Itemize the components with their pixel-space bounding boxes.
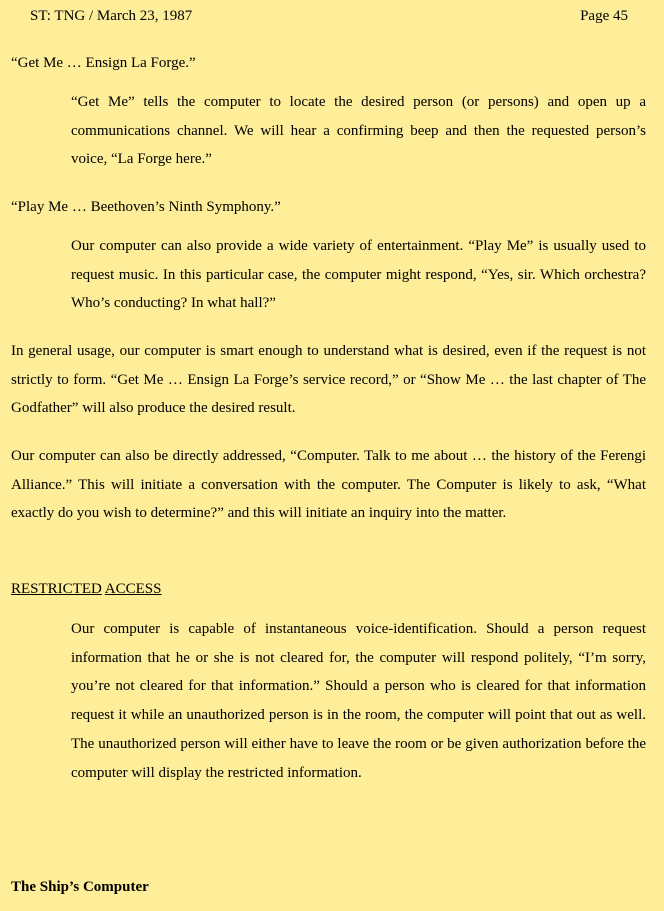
get-me-heading: “Get Me … Ensign La Forge.” <box>11 55 196 71</box>
access-heading-word: ACCESS <box>104 581 162 597</box>
play-me-heading: “Play Me … Beethoven’s Ninth Symphony.” <box>11 199 281 215</box>
page-header <box>30 6 628 26</box>
play-me-paragraph: Our computer can also provide a wide variety of entertainment. “Play Me” is usually used to request music. In this particular case, the computer might respond, “Yes, sir. Which orchestra? Who’s conducting? In what hall?” <box>71 238 646 312</box>
get-me-paragraph: “Get Me” tells the computer to locate the desired person (or persons) and open up a communications channel. We will hear a confirming beep and then the requested person’s voice, “La Forge here.” <box>71 94 646 168</box>
header-title: ST: TNG / March 23, 1987 <box>30 8 193 24</box>
restricted-heading-word: RESTRICTED <box>11 581 102 597</box>
footer-title: The Ship’s Computer <box>11 879 149 895</box>
restricted-access-heading <box>11 579 161 599</box>
restricted-access-paragraph: Our computer is capable of instantaneous voice-identification. Should a person request information that he or she is not cleared for, the computer will respond politely, “I’m sorry, you’re not cleared for that information.” Should a person who is cleared for that information request it while an unauthorized person is in the room, the computer will point that out as well. The unauthorized person will either have to leave the room or be given authorization before the computer will display the restricted information. <box>71 621 646 781</box>
general-usage-paragraph: In general usage, our computer is smart enough to understand what is desired, even if the request is not strictly to form. “Get Me … Ensign La Forge’s service record,” or “Show Me … the last chapter of The Godfather” will also produce the desired result. <box>11 343 646 417</box>
page-number: Page 45 <box>580 8 628 24</box>
direct-address-paragraph: Our computer can also be directly addressed, “Computer. Talk to me about … the history of the Ferengi Alliance.” This will initiate a conversation with the computer. The Computer is likely to ask, “What exactly do you wish to determine?” and this will initiate an inquiry into the matter. <box>11 448 646 522</box>
